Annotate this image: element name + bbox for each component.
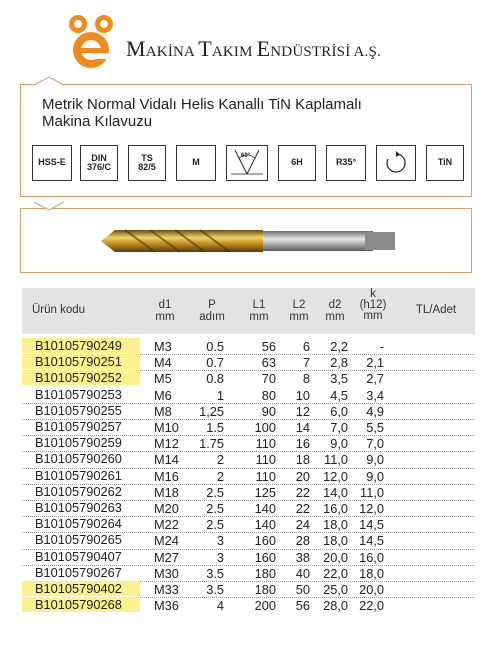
cell-k: 2,1 [366,355,384,371]
table-row [22,549,475,566]
product-code: B10105790263 [35,500,122,515]
product-code: B10105790265 [35,532,122,548]
cell-l1: 160 [254,533,276,549]
cell-l2: 22 [295,484,310,500]
product-code: B10105790260 [35,451,122,467]
table-row [22,597,475,613]
table-row [22,484,475,501]
header-pitch: P adım [199,299,225,323]
cell-d2: 14,0 [323,484,348,500]
product-title-line1: Metrik Normal Vidalı Helis Kanallı TiN Kaplamalı [42,96,362,113]
cell-d1: M6 [154,387,172,403]
cell-p: 0.7 [206,355,224,371]
cell-p: 2.5 [206,484,224,500]
cell-p: 2 [216,452,224,468]
product-code: B10105790264 [35,516,122,532]
cell-d1: M12 [154,436,179,452]
rotation-direction-icon [376,145,416,181]
cell-l1: 80 [261,387,276,403]
cell-p: 3 [216,549,224,565]
cell-l2: 24 [295,517,310,533]
cell-l2: 50 [295,582,310,597]
cell-l1: 110 [255,468,276,484]
cell-p: 2.5 [206,501,224,516]
cell-d1: M18 [154,484,179,500]
cell-l2: 6 [302,339,310,354]
table-row [22,468,475,485]
cell-p: 3.5 [206,582,224,597]
cell-p: 1 [216,387,224,403]
cell-d1: M10 [154,420,179,435]
cell-d2: 9,0 [330,436,348,452]
product-code: B10105790255 [35,402,122,418]
cell-k: 2,7 [366,371,384,387]
table-row [22,419,475,436]
cell-d2: 11,0 [324,452,348,468]
cell-d2: 22,0 [323,565,348,581]
header-d1: d1 mm [155,299,175,323]
cell-d2: 18,0 [323,533,348,549]
cell-d1: M20 [154,501,179,516]
header-price: TL/Adet [415,304,457,316]
cell-l2: 56 [295,598,310,614]
cell-l2: 18 [295,452,310,468]
tolerance-6h-icon: 6H [278,145,316,181]
cell-d2: 3,5 [330,371,348,387]
metric-thread-icon: M [176,145,216,181]
cell-d2: 4,5 [330,387,348,403]
cell-l2: 10 [295,387,310,403]
table-row [22,370,475,386]
product-code: B10105790262 [35,483,122,499]
table-row [22,338,475,355]
product-code: B10105790251 [22,354,140,369]
cell-l2: 14 [295,420,310,435]
cell-l1: 100 [254,420,276,435]
product-code: B10105790402 [22,581,140,596]
cell-l2: 16 [295,436,310,452]
cell-l2: 20 [295,468,310,484]
cell-p: 3 [216,533,224,549]
company-logo [60,10,122,72]
cell-l1: 110 [255,452,276,468]
svg-text:60°: 60° [241,153,251,159]
table-row [22,581,475,598]
header-d2: d2 mm [325,299,345,323]
cell-d1: M22 [154,517,179,533]
cell-l1: 160 [254,549,276,565]
cell-p: 1.75 [199,436,224,452]
product-code: B10105790407 [35,548,122,564]
cell-d2: 2,2 [330,339,348,354]
product-code: B10105790261 [35,467,122,483]
table-row [22,565,475,582]
cell-d2: 7,0 [330,420,348,435]
cell-l2: 12 [295,403,310,419]
cell-d1: M8 [154,403,172,419]
cell-l2: 38 [295,549,310,565]
cell-k: 14,5 [359,533,384,549]
table-row [22,451,475,468]
cell-k: 20,0 [359,582,384,597]
cell-p: 0.8 [206,371,224,387]
cell-p: 0.5 [206,339,224,354]
cell-d2: 25,0 [323,582,348,597]
product-code: B10105790259 [35,435,122,451]
table-row [22,500,475,517]
cell-d1: M24 [154,533,179,549]
cell-d1: M14 [154,452,179,468]
cell-k: 4,9 [366,403,384,419]
cell-k: - [379,339,384,354]
cell-l2: 28 [295,533,310,549]
table-header [22,288,475,334]
cell-l1: 180 [254,565,276,581]
cell-k: 18,0 [359,565,384,581]
header-code: Ürün kodu [32,304,86,316]
cell-l1: 56 [261,339,276,354]
cell-k: 12,0 [359,501,384,516]
table-row [22,403,475,420]
cell-p: 1,25 [199,403,224,419]
header-k: k (h12) mm [359,288,387,322]
product-code: B10105790268 [22,597,140,612]
cell-d2: 6,0 [330,403,348,419]
cell-p: 3.5 [206,565,224,581]
tin-coating-icon: TiN [426,145,464,181]
table-row [22,387,475,404]
cell-l1: 70 [261,371,276,387]
cell-d1: M5 [154,371,172,387]
cell-l2: 40 [295,565,310,581]
table-row [22,435,475,452]
cell-d1: M33 [154,582,179,597]
cell-k: 14,5 [359,517,384,533]
cell-d2: 18,0 [323,517,348,533]
cell-l1: 140 [254,517,276,533]
cell-p: 1.5 [206,420,224,435]
box-notch [34,200,64,210]
cell-p: 2 [216,468,224,484]
cell-k: 9,0 [366,468,384,484]
cell-l2: 7 [302,355,310,371]
cell-d1: M30 [154,565,179,581]
cell-d2: 20,0 [323,549,348,565]
din-standard-icon: DIN 376/C [80,145,118,181]
cell-k: 7,0 [366,436,384,452]
cell-l1: 140 [254,501,276,516]
cell-l2: 8 [302,371,310,387]
cell-d1: M3 [154,339,172,354]
cell-l1: 90 [261,403,276,419]
cell-d1: M16 [154,468,179,484]
cell-l1: 180 [254,582,276,597]
cell-k: 22,0 [359,598,384,614]
cell-d2: 2,8 [330,355,348,371]
table-row [22,354,475,371]
product-code: B10105790252 [22,370,140,385]
cell-k: 16,0 [359,549,384,565]
product-code: B10105790267 [35,564,122,580]
cell-d2: 28,0 [323,598,348,614]
cell-l2: 22 [295,501,310,516]
cell-d1: M27 [154,549,179,565]
cell-d2: 16,0 [323,501,348,516]
tap-tool-image [95,222,400,262]
cell-d2: 12,0 [323,468,348,484]
cell-k: 3,4 [366,387,384,403]
ts-standard-icon: TS 82/5 [128,145,166,181]
cell-d1: M36 [154,598,179,614]
product-code: B10105790257 [35,419,122,434]
cell-l1: 200 [254,598,276,614]
cell-k: 5,5 [366,420,384,435]
product-code: B10105790249 [22,338,140,353]
header-l2: L2 mm [289,299,309,323]
cell-d1: M4 [154,355,172,371]
cell-l1: 110 [255,436,276,452]
table-row [22,516,475,533]
cell-l1: 63 [261,355,276,371]
thread-angle-icon [226,145,268,181]
table-row [22,532,475,549]
cell-k: 11,0 [360,484,384,500]
material-hsse-icon: HSS-E [32,145,72,181]
header-l1: L1 mm [249,299,269,323]
box-notch [34,77,64,87]
cell-l1: 125 [254,484,276,500]
cell-p: 4 [216,598,224,614]
helix-angle-icon: R35° [326,145,366,181]
company-name: MAKİNA TAKIM ENDÜSTRİSİ A.Ş. [126,36,381,61]
product-code: B10105790253 [35,386,122,402]
cell-p: 2.5 [206,517,224,533]
cell-k: 9,0 [366,452,384,468]
product-title-line2: Makina Kılavuzu [42,113,153,130]
